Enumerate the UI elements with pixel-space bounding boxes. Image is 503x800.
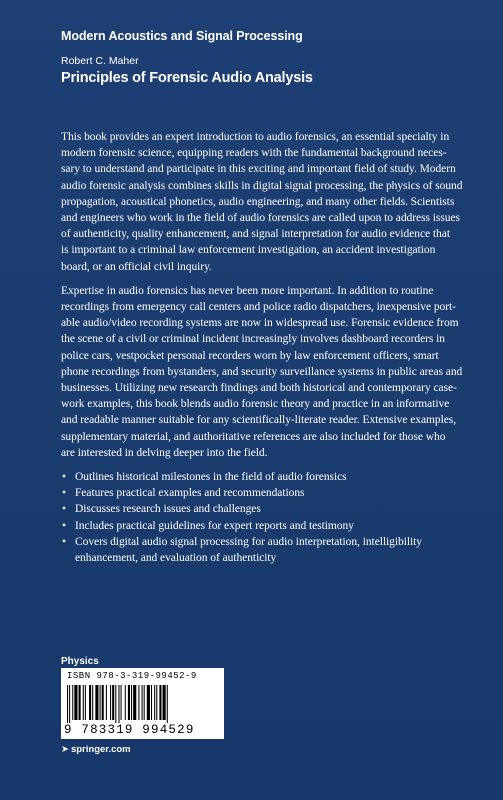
blurb-line: are interested in delving deeper into the field. bbox=[61, 446, 268, 459]
feature-item bbox=[61, 534, 458, 566]
blurb-line: work examples, this book blends audio forensic theory and practice in an informative bbox=[61, 398, 450, 411]
blurb-line: propagation, acoustical phonetics, audio engineering, and many other fields. Scientists bbox=[61, 195, 455, 208]
feature-item bbox=[61, 469, 458, 485]
barcode-bar bbox=[138, 685, 139, 720]
series-title: Modern Acoustics and Signal Processing bbox=[61, 29, 303, 43]
feature-item-line: • Includes practical guidelines for expert reports and testimony bbox=[75, 519, 354, 532]
barcode-bar bbox=[79, 685, 81, 720]
blurb-paragraph bbox=[61, 283, 463, 461]
barcode-bar bbox=[154, 685, 155, 720]
barcode-bar bbox=[142, 685, 143, 720]
blurb-line: phone recordings from bystanders, and security surveillance systems in public areas and bbox=[61, 365, 463, 378]
blurb-line: This book provides an expert introduction to audio forensics, an essential specialty in bbox=[61, 131, 450, 143]
barcode-bar bbox=[128, 685, 130, 720]
barcode-bar bbox=[144, 685, 145, 720]
barcode-bar bbox=[67, 685, 68, 723]
subject-label: Physics bbox=[61, 656, 99, 667]
barcode-bar bbox=[167, 685, 168, 723]
barcode-bar bbox=[121, 685, 122, 720]
arrow-icon: ➤ bbox=[61, 744, 69, 755]
barcode-bar bbox=[115, 685, 116, 723]
blurb-line: Expertise in audio forensics has never been more important. In addition to routine bbox=[61, 284, 434, 297]
blurb-line: audio forensic analysis combines skills in digital signal processing, the physics of sound bbox=[61, 179, 463, 192]
feature-item bbox=[61, 518, 458, 534]
blurb-line: is important to a criminal law enforcement investigation, an accident investigation bbox=[61, 244, 436, 257]
barcode-number: 9 783319 994529 bbox=[64, 723, 195, 737]
blurb-line: and engineers who work in the field of audio forensics are called upon to address issues bbox=[61, 212, 460, 225]
feature-item-line: • Covers digital audio signal processing for audio interpretation, intelligibility bbox=[75, 535, 423, 548]
blurb bbox=[61, 129, 463, 566]
feature-item bbox=[61, 501, 458, 517]
feature-item-line: • Discusses research issues and challenges bbox=[75, 503, 261, 516]
barcode-panel bbox=[61, 668, 224, 739]
barcode-bar bbox=[159, 685, 161, 720]
blurb-line: able audio/video recording systems are now in widespread use. Forensic evidence from bbox=[61, 317, 459, 330]
feature-list bbox=[61, 469, 458, 566]
blurb-line: businesses. Utilizing new research findings and both historical and contemporary case- bbox=[61, 382, 457, 395]
barcode-bar bbox=[69, 685, 70, 723]
barcode-bar bbox=[106, 685, 107, 720]
publisher-url bbox=[61, 744, 131, 755]
barcode-bar bbox=[72, 685, 73, 720]
isbn-label: ISBN 978-3-319-99452-9 bbox=[67, 671, 197, 681]
barcode-bar bbox=[156, 685, 157, 720]
barcode-bar bbox=[133, 685, 136, 720]
barcode-bar bbox=[100, 685, 101, 720]
blurb-line: of authenticity, quality enhancement, and signal interpretation for audio evidence that bbox=[61, 228, 450, 241]
barcode-bar bbox=[92, 685, 93, 720]
barcode-bar bbox=[95, 685, 98, 720]
barcode-bar bbox=[74, 685, 77, 720]
author-name: Robert C. Maher bbox=[61, 55, 139, 67]
blurb-paragraph bbox=[61, 129, 463, 275]
barcode-bar bbox=[102, 685, 104, 720]
blurb-line: and readable manner suitable for any scientifically-literate reader. Extensive examples, bbox=[61, 414, 457, 427]
feature-item bbox=[61, 485, 458, 501]
barcode-bars bbox=[66, 685, 219, 723]
barcode-bar bbox=[89, 685, 91, 720]
feature-item-line: enhancement, and evaluation of authenticity bbox=[75, 552, 277, 565]
barcode-bar bbox=[147, 685, 150, 720]
feature-item-line: • Features practical examples and recommendations bbox=[75, 487, 305, 500]
blurb-line: sary to understand and participate in this exciting and important field of study. Modern bbox=[61, 163, 456, 176]
book-title: Principles of Forensic Audio Analysis bbox=[61, 70, 313, 86]
barcode-bar bbox=[163, 685, 166, 720]
blurb-line: the scene of a civil or criminal incident increasingly involves dashboard recorders in bbox=[61, 333, 446, 346]
blurb-line: board, or an official civil inquiry. bbox=[61, 260, 212, 273]
blurb-line: recordings from emergency call centers and police radio dispatchers, inexpensive port- bbox=[61, 301, 456, 314]
blurb-line: modern forensic science, equipping readers with the fundamental background neces- bbox=[61, 147, 447, 160]
barcode-bar bbox=[112, 685, 114, 720]
blurb-line: police cars, vestpocket personal recorders worn by law enforcement officers, smart bbox=[61, 349, 439, 362]
barcode-bar bbox=[110, 685, 111, 720]
barcode-bar bbox=[131, 685, 132, 720]
barcode-bar bbox=[125, 685, 126, 720]
blurb-line: supplementary material, and authoritative references are also included for those who bbox=[61, 430, 446, 443]
barcode-bar bbox=[118, 685, 119, 723]
barcode-bar bbox=[151, 685, 152, 720]
feature-item-line: • Outlines historical milestones in the field of audio forensics bbox=[75, 471, 347, 484]
barcode-bar bbox=[85, 685, 86, 720]
barcode-bar bbox=[83, 685, 84, 720]
publisher-link[interactable]: springer.com bbox=[70, 744, 131, 755]
